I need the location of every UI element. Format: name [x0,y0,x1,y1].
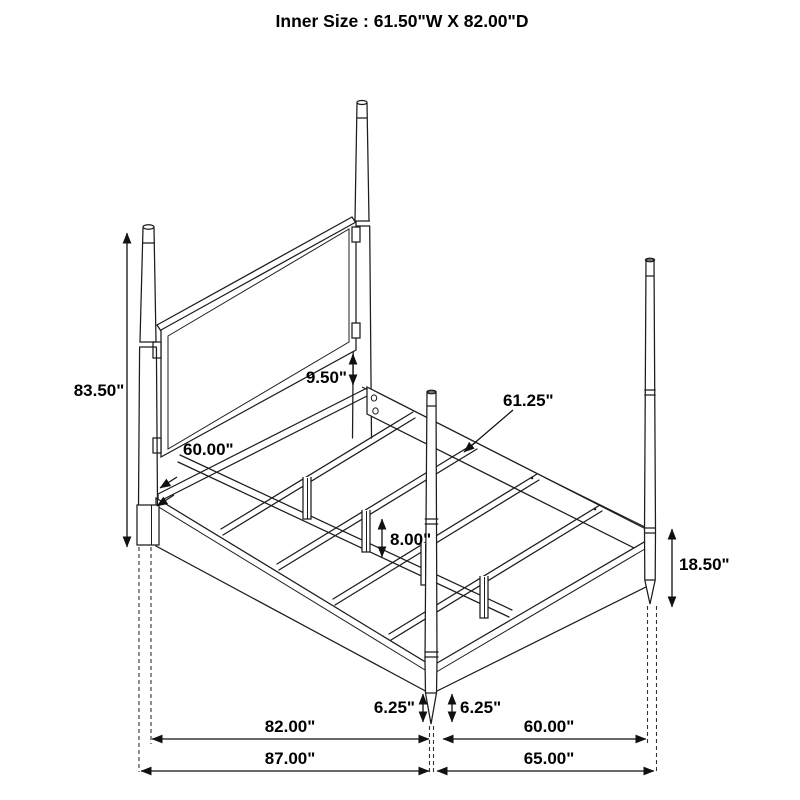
dim-overall-width-label: 65.00" [523,749,575,768]
dim-foot-left-label: 6.25" [373,698,415,717]
inner-size-title: Inner Size : 61.50"W X 82.00"D [275,11,529,31]
dim-inner-width [443,717,646,739]
dim-footboard-post-lower-label: 18.50" [679,555,730,574]
headboard-panel [153,217,360,457]
dim-support-leg-height-label: 8.00" [390,530,432,549]
dim-headboard-width-label: 60.00" [183,440,234,459]
dim-inner-width-label: 60.00" [523,717,575,736]
dim-footboard-post-lower [672,529,730,607]
dim-post-height-label: 83.50" [73,381,125,400]
post-base [137,505,159,545]
dim-inner-depth-label: 82.00" [264,717,316,736]
bed-drawing [137,101,657,775]
dim-overall-depth-label: 87.00" [264,749,316,768]
dim-foot-left [374,694,423,722]
dim-slat-length-label: 61.25" [503,391,554,410]
dim-headboard-gap-label: 9.50" [305,368,347,387]
footboard-right-post [645,258,656,604]
center-support-rail [178,455,512,617]
dim-inner-depth [152,717,429,739]
dim-overall-depth [141,749,429,771]
panel-bracket [352,227,360,242]
dimensions [74,233,730,771]
dim-foot-right [452,694,501,722]
dim-foot-right-label: 6.25" [460,698,502,717]
footboard-center-post [425,390,438,724]
front-rail [431,538,652,694]
dim-post-height [74,233,127,547]
dim-overall-width [437,749,654,771]
panel-bracket [352,323,360,338]
headboard-left-post [137,225,159,545]
left-rail [156,498,432,694]
